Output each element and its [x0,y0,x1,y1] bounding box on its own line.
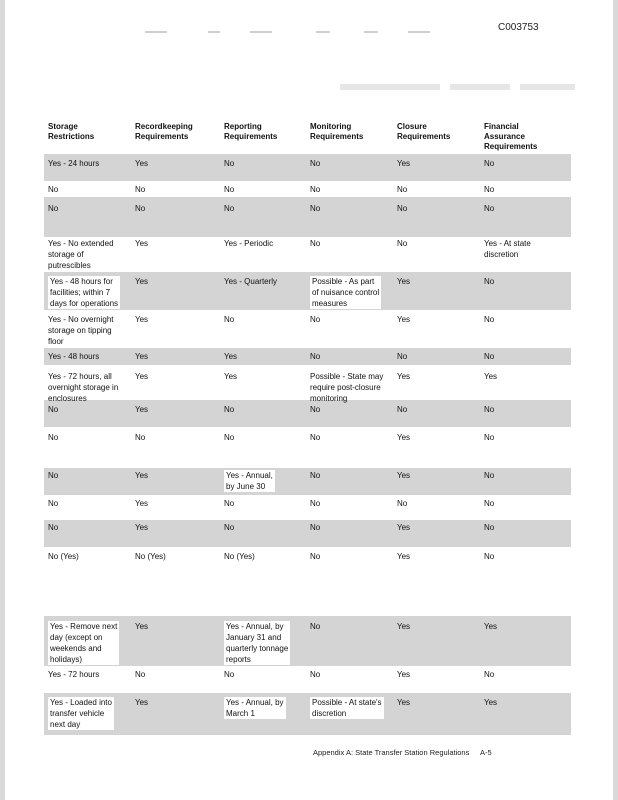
cell-closure: No [397,239,408,248]
cell-closure: Yes [397,372,411,381]
cell-storage: No [48,185,59,194]
document-id: C003753 [498,22,539,33]
cell-monitoring: Possible - As part of nuisance control measures [312,277,380,308]
cell-closure: Yes [397,433,411,442]
header-reporting: Reporting Requirements [224,122,278,141]
cell-closure: Yes [397,159,411,168]
cell-monitoring: No [310,185,321,194]
cell-closure: Yes [397,315,411,324]
cell-recordkeeping: Yes [135,523,149,532]
cell-financial: No [484,159,495,168]
cell-financial: No [484,352,495,361]
cell-reporting: No [224,523,235,532]
cell-storage: No [48,523,59,532]
cell-recordkeeping: No [135,204,146,213]
cell-storage: Yes - 72 hours [48,670,100,679]
cell-recordkeeping: Yes [135,352,149,361]
cell-storage: Yes - 24 hours [48,159,100,168]
cell-monitoring: No [310,204,321,213]
cell-storage: No [48,471,59,480]
header-recordkeeping: Recordkeeping Requirements [135,122,193,141]
cell-storage: No [48,433,59,442]
scan-edge-right [613,0,618,800]
cell-storage: Yes - 48 hours [48,352,100,361]
cell-reporting: No [224,499,235,508]
cell-monitoring: No [310,352,321,361]
cell-monitoring: No [310,622,321,631]
cell-recordkeeping: No [135,433,146,442]
cell-recordkeeping: No [135,670,146,679]
cell-recordkeeping: Yes [135,405,149,414]
cell-reporting: Yes - Quarterly [224,277,278,286]
cell-reporting: Yes - Annual, by January 31 and quarterly tonnage reports [226,622,289,664]
cell-reporting: No [224,670,235,679]
cell-financial: Yes [484,698,498,707]
cell-financial: No [484,499,495,508]
cell-monitoring: No [310,471,321,480]
cell-monitoring: No [310,315,321,324]
cell-recordkeeping: Yes [135,698,149,707]
cell-storage: Yes - 72 hours, all overnight storage in enclosures [48,372,119,403]
header-monitoring: Monitoring Requirements [310,122,364,141]
cell-monitoring: No [310,405,321,414]
cell-closure: Yes [397,622,411,631]
cell-recordkeeping: Yes [135,239,149,248]
cell-closure: Yes [397,277,411,286]
cell-financial: No [484,523,495,532]
cell-storage: Yes - No extended storage of putrescibles [48,239,114,270]
cell-financial: Yes - At state discretion [484,239,531,259]
cell-storage: Yes - Loaded into transfer vehicle next day [50,698,112,729]
cell-closure: Yes [397,471,411,480]
cell-recordkeeping: No [135,185,146,194]
cell-storage: Yes - 48 hours for facilities; within 7 days for operations [50,277,119,308]
cell-reporting: No [224,185,235,194]
cell-financial: No [484,670,495,679]
cell-monitoring: No [310,433,321,442]
footer-caption: Appendix A: State Transfer Station Regulations [313,748,470,757]
cell-recordkeeping: No (Yes) [135,552,166,561]
cell-monitoring: No [310,552,321,561]
header-marks [140,31,440,35]
cell-closure: No [397,405,408,414]
cell-monitoring: No [310,499,321,508]
cell-financial: No [484,204,495,213]
cell-monitoring: No [310,239,321,248]
cell-financial: No [484,552,495,561]
cell-reporting: No [224,204,235,213]
cell-recordkeeping: Yes [135,315,149,324]
cell-financial: No [484,405,495,414]
cell-reporting: No [224,405,235,414]
cell-monitoring: No [310,670,321,679]
cell-storage: No (Yes) [48,552,79,561]
cell-storage: Yes - Remove next day (except on weekends and holidays) [50,622,118,664]
cell-closure: Yes [397,552,411,561]
cell-recordkeeping: Yes [135,622,149,631]
cell-storage: Yes - No overnight storage on tipping floor [48,315,114,346]
cell-financial: No [484,277,495,286]
cell-closure: No [397,499,408,508]
cell-reporting: Yes - Annual, by March 1 [226,698,284,718]
cell-closure: Yes [397,698,411,707]
cell-closure: No [397,352,408,361]
cell-reporting: No [224,433,235,442]
cell-closure: Yes [397,670,411,679]
cell-reporting: No (Yes) [224,552,255,561]
header-storage-restrictions: Storage Restrictions [48,122,95,141]
cell-reporting: Yes [224,352,238,361]
page-number: A-5 [480,748,492,757]
cell-reporting: No [224,315,235,324]
cell-financial: Yes [484,372,498,381]
cell-recordkeeping: Yes [135,499,149,508]
scan-edge-left [0,0,5,800]
cell-recordkeeping: Yes [135,159,149,168]
header-financial-assurance: Financial Assurance Requirements [484,122,538,151]
cell-reporting: Yes - Annual, by June 30 [226,471,273,491]
cell-closure: No [397,185,408,194]
cell-monitoring: Possible - At state's discretion [312,698,382,718]
cell-storage: No [48,204,59,213]
cell-financial: Yes [484,622,498,631]
cell-storage: No [48,499,59,508]
cell-closure: Yes [397,523,411,532]
cell-reporting: Yes [224,372,238,381]
cell-recordkeeping: Yes [135,471,149,480]
cell-financial: No [484,433,495,442]
faded-heading [340,84,580,93]
cell-financial: No [484,315,495,324]
cell-monitoring: No [310,159,321,168]
header-closure: Closure Requirements [397,122,451,141]
cell-recordkeeping: Yes [135,372,149,381]
cell-reporting: No [224,159,235,168]
cell-reporting: Yes - Periodic [224,239,274,248]
cell-storage: No [48,405,59,414]
cell-monitoring: Possible - State may require post-closure monitoring [310,372,384,403]
cell-monitoring: No [310,523,321,532]
cell-closure: No [397,204,408,213]
cell-financial: No [484,471,495,480]
cell-financial: No [484,185,495,194]
cell-recordkeeping: Yes [135,277,149,286]
